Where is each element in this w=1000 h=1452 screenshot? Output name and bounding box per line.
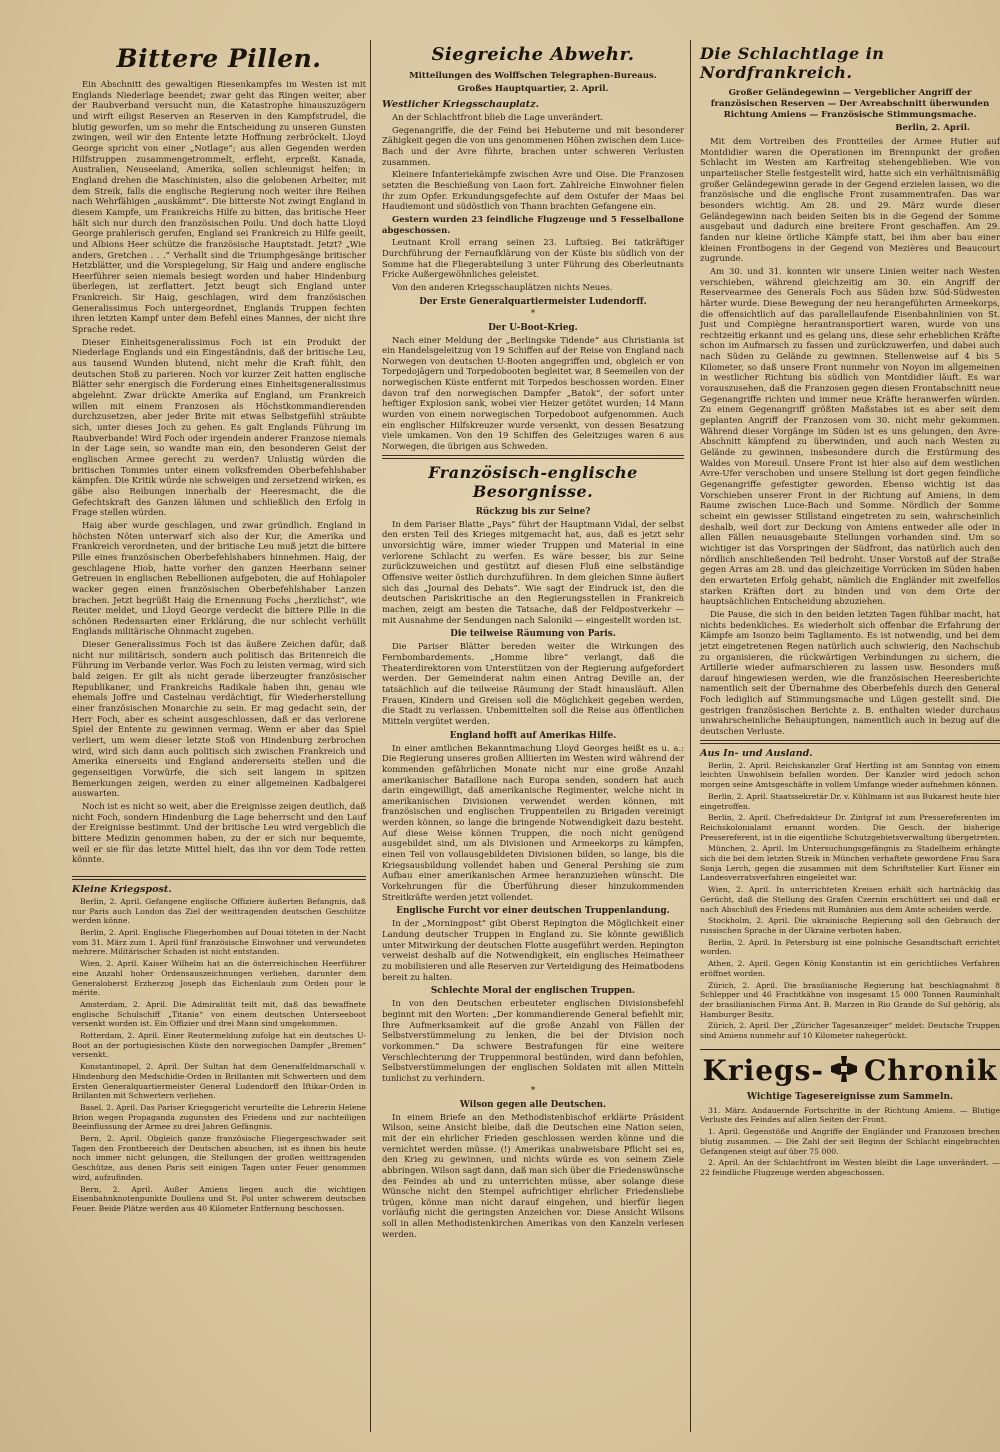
article-paragraph: Mit dem Vortreiben des Frontteiles der Armee Hutier auf Montdidier waren die Operationen im Brennpunkt der großen Schlacht im Westen am Karfreitag stehengeblieben. Wie von unparteiischer Stelle festgestellt wird, hatte sich ein verhältnismäßig großer Geländegewinn gerade in der Gegend erzielen lassen, wo die französische und die englische Front zusammentrafen. Das war besonders wichtig. Am 28. und 29. März wurde dieser Geländegewinn nach beiden Seiten bis in die Gegend der Somme ausgebaut und dadurch eine breitere Front geschaffen. Am 29. fanden nur kleine örtliche Kämpfe statt, bei ihm aber bau einer kleinen Frontbogens in der Gegend von Mezières und Beaucourt zugrunde. bbox=[700, 136, 1000, 264]
article-paragraph: Ein Abschnitt des gewaltigen Riesenkampfes im Westen ist mit Englands Niederlage beendet; zwar geht das Ringen weiter, aber der Raubverband versucht nun, die Katastrophe hinauszuzögern und wirft eiligst Reserven an Reserven in den Kampfstrudel, die blutig geworfen, um so mehr die Entscheidung zu unseren Gunsten zwingen, weil wir den Entente letzte Hoffnung zerbröckelt. Lloyd George spricht von einer „Notlage“; aus allen Gegenden werden Hilfstruppen zusammengetrommelt, erfleht, erpreßt. Kanada, Australien, Neuseeland, Amerika, sollen schleunigst helfen; in England drehen die Maschinisten, also die gelobenen Arbeiter, mit dem Streik, falls die englische Regierung noch weiter ihre Reihen nach Wehrfähigen „auskämmt“. Die bitterste Not zwingt England in diesem Kampfe, um Frankreichs Hilfe zu bitten, das britische Heer hält sich nur durch den französischen Poilu. Und doch hatte Lloyd George prahlerisch gerufen, England sei Frankreich zu Hilfe geeilt, und Albions Heer schütze die französische Hauptstadt. Jetzt? „Wie anders, Gretchen . . .“ Verhallt sind die Triumphgesänge britischer Hetzblätter, und die Vorspiegelung, Sir Haig und andere englische Heerführer seien niemals besiegt worden und haber Hindenburg überlegen, ist zerflattert. Jetzt beugt sich England unter Frankreich. Sir Haig, geschlagen, wird dem französischen Generalissimus Foch untergeordnet, Englands Truppen fechten ihren letzten Kampf unter dem Befehl eines Mannes, der nicht ihre Sprache redet. bbox=[72, 79, 366, 335]
article-paragraph: Am 30. und 31. konnten wir unsere Linien weiter nach Westen verschieben, während gleichzeitig am 30. ein Angriff der Reservearmee des Generals Foch aus Süden bzw. Süd-Südwesten härter wurde. Diese Bewegung der neu herangeführten Armeekorps, die offensichtlich auf das parallellaufende Eisenbahnlinien von St. Just und Compiègne herantransportiert waren, wurde von uns rechtzeitig erkannt und es gelang uns, diese sehr erheblichen Kräfte schon im Aufmarsch zu fassen und zurückzuwerfen, und dabei auch nach Süden zu Gelände zu gewinnen. Stellenweise auf 4 bis 5 Kilometer, so daß unsere Front nunmehr von Noyon im allgemeinen in westlicher Richtung bis südlich von Montdidier läuft. Es war vorauszusehen, daß die Franzosen gegen diesen Frontabschnitt neue Gegenangriffe richten und immer neue Kräfte heranwerfen würden. Zu einem Gegenangriff größten Maßstabes ist es aber seit dem geplanten Angriff der Franzosen vom 30. nicht mehr gekommen. Während dieser Vorgänge im Süden ist es uns gelungen, den Avre-Abschnitt kämpfend zu überwinden, und auch nach Westen zu Gelände zu gewinnen, insbesondere durch die Erstürmung des Waldes von Moreuil. Unsere Front ist hier also auf dem westlichen Avre-Ufer verschoben und unsere Stellung ist dort gegen feindliche Gegenangriffe gefestigter geworden. Ebenso wichtig ist das Vorschieben unserer Front in der Richtung auf Amiens, in dem Raume zwischen Luce-Bach und Somme. Nördlich der Somme scheint ein gewisser Stillstand eingetreten zu sein, wahrscheinlich deshalb, weil dort zur Deckung von Amiens entweder alle oder in allen Fällen neuausgebaute Stellungen vorhanden sind. Um so wichtiger ist das Vorspringen der Südfront, das natürlich auch den nördlich anschließenden Teil bedroht. Unser Vorstoß auf der Straße gegen Arras am 28. und das gleichzeitige Vorrücken im Süden haben den erwarteten Erfolg gehabt, nämlich die Engländer mit zweifellos starken Kräften dort zu binden und von dem Orte der hauptsächlichen Entscheidung abzuziehen. bbox=[700, 265, 1000, 607]
news-item: München, 2. April. Im Untersuchungsgefängnis zu Stadelheim erhängte sich die bei dem letzten Streik in München verhaftete gewordene Frau Sara Sonja Lerch, gegen die zusammen mit dem Schriftsteller Kurt Eisner ein Landesverratsverfahren eingeleitet war. bbox=[700, 844, 1000, 883]
column-rule bbox=[690, 40, 691, 1432]
article-paragraph: In der „Morningpost“ gibt Oberst Repington die Möglichkeit einer Landung deutscher Truppen in England zu. Sie könnte gewißlich unter Mitwirkung der deutschen Flotte ausgeführt werden. Repington verweist deshalb auf die Notwendigkeit, ein englisches Heimatheer zu mobilisieren und alle Reserven zur Verteidigung des Heimatbodens bereit zu halten. bbox=[382, 918, 684, 982]
section-title-moral: Schlechte Moral der englischen Truppen. bbox=[430, 986, 636, 997]
article-paragraph: Kleinere Infanteriekämpfe zwischen Avre und Oise. Die Franzosen setzten die Beschießung von Laon fort. Zahlreiche Einwohner fielen ihr zum Opfer. Erkundungsgefechte auf dem Ostufer der Maas bei Haudiemont und südöstlich von Thann brachten Gefangene ein. bbox=[382, 169, 684, 212]
section-title-aus-in-ausland: Aus In- und Ausland. bbox=[700, 747, 813, 759]
news-item: Stockholm, 2. April. Die ukrainische Regierung soll den Gebrauch der russischen Sprache in der Ukraine verboten haben. bbox=[700, 916, 1000, 935]
article-paragraph: In von den Deutschen erbeuteter englischen Divisionsbefehl beginnt mit den Worten: „Der kommandierende General befiehlt mir, Ihre Aufmerksamkeit auf die große Anzahl von Fällen der Selbstverstümmelung zu lenken, die bei der Division noch vorkommen.“ Da schwere Bestrafungen für eine weitere Verschlechterung der Truppenmoral bestünden, wird dann befohlen, Selbstverstümmelungen der englischen Soldaten mit allen Mitteln tunlichst zu verhindern. bbox=[382, 998, 684, 1083]
chronik-title-part1: Kriegs- bbox=[702, 1053, 825, 1087]
article-paragraph: Noch ist es nicht so weit, aber die Ereignisse zeigen deutlich, daß nicht Foch, sondern Hindenburg die Lage beherrscht und den Lauf der Ereignisse bestimmt. Und der britische Leu wird vergeblich die bittere Medizin genommen haben, zu der er sich nur bequemte, weil er sie für das letzte Mittel hielt, das ihn vor dem Tode retten könnte. bbox=[72, 800, 366, 865]
subheading: Rückzug bis zur Seine? bbox=[475, 506, 591, 517]
headline-bittere-pillen: Bittere Pillen. bbox=[116, 44, 322, 73]
article-paragraph: Die Pause, die sich in den beiden letzten Tagen fühlbar macht, hat nichts bedenkliches. Es wiederholt sich offenbar die Erfahrung der Kämpfe am Isonzo beim Tagliamento. Es ist notwendig, und bei dem jetzt eingetretenen Regen natürlich auch schwierig, den Nachschub zu organisieren, die rückwärtigen Verbindungen zu sichern, die Artillerie wieder aufmarschieren zu lassen usw. Besonders muß darauf hingewiesen werden, wie die französischen Heeresberichte namentlich seit der Übernahme des Oberbefehls durch den General Foch lediglich auf Stimmungsmache und Lügen gestellt sind. Die gestrigen französischen Berichte z. B. enthalten wieder durchaus unwahrscheinliche Behauptungen, namentlich auch in bezug auf die deutschen Verluste. bbox=[700, 608, 1000, 737]
news-item: Berlin, 2. April. Englische Fliegerbomben auf Douai töteten in der Nacht vom 31. März zum 1. April fünf französische Einwohner und verwundeten mehrere. Militärischer Schaden ist nicht entstanden. bbox=[72, 928, 366, 957]
subheading: Mitteilungen des Wolffschen Telegraphen-Bureaus. bbox=[409, 71, 657, 81]
chronik-item: 2. April. An der Schlachtfront im Westen bleibt die Lage unverändert. — 22 feindliche Flugzeuge werden abgeschossen. bbox=[700, 1158, 1000, 1177]
article-paragraph: Nach einer Meldung der „Berlingske Tidende“ aus Christiania ist ein Handelsgeleitzug von 19 Schiffen auf der Reise von England nach Norwegen von deutschen U-Booten angegriffen und, obgleich er von Torpedojägern und Torpedobooten begleitet war, 8 Seemeilen von der norwegischen Küste entfernt mit Torpedos beschossen worden. Einer davon traf den norwegischen Dampfer „Batok“, der sofort unter heftiger Explosion sank, wobei vier Heizer getötet wurden; 14 Mann wurden von einem norwegischen Torpedoboot aufgenommen. Auch ein englischer Hilfskreuzer wurde versenkt, von dessen Besatzung viele umkamen. Von den 19 Schiffen des Geleitzuges waren 6 aus Norwegen, die übrigen aus Schweden. bbox=[382, 334, 684, 452]
dateline: Großes Hauptquartier, 2. April. bbox=[457, 84, 609, 94]
news-item: Wien, 2. April. Kaiser Wilhelm hat an die österreichischen Heerführer eine Anzahl hoher Ordensauszeichnungen verliehen, darunter dem Generaloberst Erzherzog Joseph das Eichenlaub zum Orden pour le mérite. bbox=[72, 959, 366, 998]
subheading: Großer Geländegewinn — Vergeblicher Angriff der französischen Reserven — Der Avreabschnitt überwunden Richtung Amiens — Französische Stimmungsmache. bbox=[710, 88, 990, 120]
column-right bbox=[692, 0, 1000, 1452]
news-item: Athen, 2. April. Gegen König Konstantin ist ein gerichtliches Verfahren eröffnet worden. bbox=[700, 959, 1000, 978]
news-item: Bern, 2. April. Obgleich ganze französische Fliegergeschwader seit Tagen den Frontbereich der Deutschen absuchen, ist es ihnen bis heute noch immer nicht gelungen, die Stellungen der großen weittragenden Geschütze, aus denen Paris seit einigen Tagen unter Feuer genommen wird, aufzufinden. bbox=[72, 1134, 366, 1182]
news-item: Bern, 2. April. Außer Amiens liegen auch die wichtigen Eisenbahnknotenpunkte Doullens und St. Pol unter schwerem deutschen Feuer. Beide Plätze werden aus 40 Kilometer Entfernung beschossen. bbox=[72, 1184, 366, 1213]
column-rule bbox=[370, 40, 371, 1432]
section-title-england: England hofft auf Amerikas Hilfe. bbox=[449, 730, 617, 741]
news-item: Basel, 2. April. Das Pariser Kriegsgericht verurteilte die Lehrerin Helene Brion wegen Propaganda zugunsten des Friedens und zur nachteiligen Beeinflussung der Armee zu drei Jahren Gefängnis. bbox=[72, 1102, 366, 1132]
section-title-westlicher: Westlicher Kriegsschauplatz. bbox=[382, 99, 539, 110]
chronik-item: 1. April. Gegenstöße und Angriffe der Engländer und Franzosen brechen blutig zusammen. — Die Zahl der seit Beginn der Schlacht eingebrachten Gefangenen steigt auf über 75 000. bbox=[700, 1127, 1000, 1156]
chronik-title-part2: Chronik bbox=[864, 1053, 998, 1087]
chronik-title bbox=[700, 1054, 1000, 1090]
signature: Der Erste Generalquartiermeister Ludendorff. bbox=[419, 296, 647, 307]
section-divider bbox=[700, 740, 1000, 744]
news-item: Rotterdam, 2. April. Einer Reutermeldung zufolge hat ein deutsches U-Boot an der portugiesischen Küste den norwegischen Dampfer „Bremen“ versenkt. bbox=[72, 1031, 366, 1060]
article-paragraph: Leutnant Kroll errang seinen 23. Luftsieg. Bei tatkräftiger Durchführung der Fernaufklärung von der Küste bis südlich von der Somme hat die Fliegerabteilung 3 unter Führung des Oberleutnants Fricke Außergewöhnliches geleistet. bbox=[382, 237, 684, 280]
article-paragraph: Gestern wurden 23 feindliche Flugzeuge und 5 Fesselballone abgeschossen. bbox=[382, 213, 684, 235]
headline-schlachtlage: Die Schlachtlage in Nordfrankreich. bbox=[700, 44, 885, 82]
article-paragraph: An der Schlachtfront blieb die Lage unverändert. bbox=[392, 112, 604, 122]
kriegs-chronik-box bbox=[700, 1049, 1000, 1178]
section-divider bbox=[382, 455, 684, 459]
section-divider bbox=[72, 876, 366, 880]
article-paragraph: Haig aber wurde geschlagen, und zwar gründlich. England in höchsten Nöten unterwarf sich also der Kur, die Amerika und Frankreich verordneten, und der britische Leu muß jetzt die bittere Pille eines französischen Oberbefehlshabers hinnehmen. Haig, der geschlagene Hiob, hatte vorher den ganzen Heerbann seiner Getreuen in englischen Rebellionen aufgeboten, die auf Hohlapoler wacker gegen einen französischen Oberbefehlshaber Lanzen brachen. Jetzt begrüßt Haig die Ernennung Fochs „herzlichst“, wie Reuter meldet, und Lloyd George verdeckt die bittere Pille in die schönen Redensarten einer Erklärung, die nur schlecht verhüllt Englands militärische Ohnmacht zugeben. bbox=[72, 519, 366, 637]
dateline: Berlin, 2. April. bbox=[895, 123, 970, 133]
section-title-uboot: Der U-Boot-Krieg. bbox=[488, 322, 578, 333]
news-item: Konstantinopel, 2. April. Der Sultan hat dem Generalfeldmarschall v. Hindenburg den Medschidie-Orden in Brillanten mit Schwertern und dem Ersten Generalquartiermeister General Ludendorff den Iftikar-Orden in Brillanten mit Schwertern verliehen. bbox=[72, 1062, 366, 1101]
article-paragraph: In einem Briefe an den Methodistenbischof erklärte Präsident Wilson, seine Ansicht bleibe, daß die Deutschen eine Nation seien, mit der ein ehrlicher Frieden geschlossen werden könne und die vernichtet werden müsse. (!) Amerikas unabweisbare Pflicht sei es, den Krieg zu gewinnen, und nichts würde es von seinem Ziele abbringen. Wilson sagt dann, daß man sich über die Friedenswünsche des Feindes ab und zu unterrichten müsse, aber solange diese Wünsche nicht den Stempel aufrichtiger ehrlicher Friedensliebe trügen, könne man nicht darauf eingehen, und hierfür liegen vorläufig nicht die geringsten Anzeichen vor. Diese Ansicht Wilsons soll in allen Methodistenkirchen Amerikas von den Kanzeln verlesen werden. bbox=[382, 1111, 684, 1239]
section-title-kleine-kriegspost: Kleine Kriegspost. bbox=[72, 883, 172, 895]
news-item: Amsterdam, 2. April. Die Admiralität teilt mit, daß das bewaffnete englische Schulschiff „Titania“ von einem deutschen Unterseeboot versenkt worden ist. Ein Offizier und drei Mann sind umgekommen. bbox=[72, 999, 366, 1029]
section-title-wilson: Wilson gegen alle Deutschen. bbox=[459, 1099, 607, 1110]
news-item: Wien, 2. April. In unterrichteten Kreisen erhält sich hartnäckig das Gerücht, daß die Stellung des Grafen Czernin erschüttert sei und daß er nach Abschluß des Friedens mit Rumänien aus dem Amte scheiden werde. bbox=[700, 885, 1000, 914]
article-paragraph: In dem Pariser Blatte „Pays“ führt der Hauptmann Vidal, der selbst den ersten Teil des Krieges mitgemacht hat, aus, daß es jetzt sehr unvorsichtig wäre, immer wieder Truppen und Material in eine verlorene Schlacht zu werfen. Es wäre besser, bis zur Seine zurückzuweichen und gestützt auf diesen Fluß eine selbständige Offensive weiter östlich durchzuführen. In dem gleichen Sinne äußert sich das „Journal des Debats“. Wie sagt der Eindruck ist, den die deutschen Pariskritische an den Regierungsstellen in Frankreich machen, zeigt am besten die Tatsache, daß der Feldpostverkehr — mit Ausnahme der Sendungen nach Saloniki — eingestellt worden ist. bbox=[382, 518, 684, 625]
star-divider: * bbox=[530, 308, 536, 319]
article-paragraph: Die Pariser Blätter bereden weiter die Wirkungen des Fernbombardements. „Homme libre“ verlangt, daß die Theaterdirektoren vom Unterstützen von der Regierung aufgefordert werden. Der Gemeinderat nahm einen Antrag Deville an, der tatsächlich auf die teilweise Räumung der Stadt hinausläuft. Allen Frauen, Kindern und Greisen soll die Möglichkeit gegeben werden, die Stadt zu verlassen. Unbemittelten soll die Reise aus öffentlichen Mitteln vergütet werden. bbox=[382, 641, 684, 726]
news-item: Berlin, 2. April. Staatssekretär Dr. v. Kühlmann ist aus Bukarest heute hier eingetroffen. bbox=[700, 791, 1000, 811]
chronik-item: 31. März. Andauernde Fortschritte in der Richtung Amiens. — Blutige Verluste des Feindes auf allen Seiten der Front. bbox=[700, 1105, 1000, 1125]
column-left bbox=[60, 0, 370, 1452]
column-middle bbox=[372, 0, 690, 1452]
news-item: Berlin, 2. April. Reichskanzler Graf Hertling ist am Sonntag von einem leichten Unwohlsein befallen worden. Der Kanzler wird jedoch schon morgen seine Amtsgeschäfte in vollem Umfange wieder aufnehmen können. bbox=[700, 760, 1000, 790]
section-title-furcht: Englische Furcht vor einer deutschen Truppenlandung. bbox=[396, 906, 670, 917]
news-item: Berlin, 2. April. Gefangene englische Offiziere äußerten Befangnis, daß nur Paris auch London das Ziel der weittragenden deutschen Geschütze werden könne. bbox=[72, 896, 366, 926]
news-item: Zürich, 2. April. Der „Züricher Tagesanzeiger“ meldet: Deutsche Truppen sind Amiens nunmehr auf 10 Kilometer nahegerückt. bbox=[700, 1021, 1000, 1041]
iron-cross-icon bbox=[830, 1055, 858, 1090]
article-paragraph: Dieser Generalissimus Foch ist das äußere Zeichen dafür, daß nicht nur militärisch, sondern auch politisch das Britenreich die Führung im Verbande verlor. Was Foch zu leisten vermag, wird sich bald zeigen. Er gilt als nicht gerade überzeugter französischer Republikaner, und Frankreichs Radikale haben ihn, genau wie ehemals Joffre und Castelnau verdächtigt, für Wiederherstellung einer französischen Monarchie zu sein. Er mag gedacht sein, der Herr Foch, aber es scheint ausgeschlossen, daß er das verlorene Spiel der Entente zu gewinnen vermag. Wenn er aber das Spiel verliert, um wem dieser letzte Stoß von Hindenburg zerbrochen wird, wird sich dann auch politisch sich zwischen Frankreich und Amerika einerseits und England andererseits stellen und die gegenseitigen Vorwürfe, die sich seit langem in spitzen Bemerkungen zeigen, werden zu einer allgemeinen Kadbalgerei auswarten. bbox=[72, 639, 366, 799]
article-paragraph: Gegenangriffe, die der Feind bei Hebuterne und mit besonderer Zähigkeit gegen die von uns genommenen Höhen zwischen dem Luce-Bach und der Avre führte, brachen unter schweren Verlusten zusammen. bbox=[382, 124, 684, 167]
headline-siegreiche-abwehr: Siegreiche Abwehr. bbox=[431, 44, 635, 65]
news-item: Berlin, 2. April. Chefredakteur Dr. Zintgraf ist zum Pressereferenten im Reichskolonialamt ernannt worden. Die Gesch. der bisherige Pressereferent, ist in die eigentliche Schutzgebietsverwaltung übergetreten. bbox=[700, 813, 1000, 842]
article-paragraph: In einer amtlichen Bekanntmachung Lloyd Georges heißt es u. a.: Die Regierung unseres großen Alliierten im Westen wird während der kommenden gefährlichen Monate nicht nur eine große Anzahl amerikanischer Bataillone nach Europa senden, sondern hat auch darin eingewilligt, daß amerikanische Regimenter, welche nicht in amerikanischen Divisionen verwendet werden können, mit französischen und englischen Truppenteilen zu Brigaden vereinigt werden können, so lange die bringende Notwendigkeit dazu besteht. Auf diese Weise können Truppen, die noch nicht genügend ausgebildet sind, um als Divisionen und Armeekorps zu kämpfen, einen Teil von vollausgebildeten Divisionen bilden, so lange, bis die Kriegsausbildung vollendet haben und General Pershing sie zum Aufbau einer amerikanischen Armee heranzuziehen wünscht. Die Vorkehrungen für die Überführung dieser hinzukommenden Streitkräfte werden jetzt vollendet. bbox=[382, 742, 684, 902]
article-paragraph: Von den anderen Kriegsschauplätzen nichts Neues. bbox=[392, 281, 613, 292]
article-paragraph: Dieser Einheitsgeneralissimus Foch ist ein Produkt der Niederlage Englands und ein Eingeständnis, daß der britische Leu, aus tausend Wunden blutend, nicht mehr die Kraft fühlt, den deutschen Stoß zu parieren. Noch vor kurzer Zeit hatten englische Blätter sehr energisch die Forderung eines Einheitsgeneralissimus abgelehnt. Zwar drückte Amerika auf England, um Frankreich willen mit einem Franzosen als Höchstkommandierenden durchzusetzen, aber jeder Brite mit etwas Selbstgefühl sträubte sich, unter dieses Joch zu gehen. Es galt Englands Führung im Raubverbande! Wird Foch oder irgendein anderer Franzose niemals in der Lage sein, so wandte man ein, den besonderen Geist der englischen Armee gerecht zu werden? Unlustig würden die britischen Tommies unter einem volksfremden Oberbefehlshaber kämpfen. Die Kritik würde nie schweigen und zersetzend wirken, es gäbe also Reibungen innerhalb der Heeresmacht, die die Gefechtskraft des Ganzen lähmen und schließlich den Erfolg in Frage stellen würden. bbox=[72, 336, 366, 518]
news-item: Zürich, 2. April. Die brasilianische Regierung hat beschlagnahmt 8 Schlepper und 46 Frachtkähne von insgesamt 15 000 Tonnen Rauminhalt der brasilianischen Firma Ant. B. Marzen in Rio Grande do Sul gehörig, als Hamburger Besitz. bbox=[700, 980, 1000, 1019]
section-title-paris: Die teilweise Räumung von Paris. bbox=[450, 629, 616, 640]
headline-besorgnisse: Französisch-englische Besorgnisse. bbox=[428, 462, 638, 501]
chronik-subtitle: Wichtige Tagesereignisse zum Sammeln. bbox=[746, 1091, 954, 1102]
star-divider: * bbox=[530, 1085, 536, 1096]
news-item: Berlin, 2. April. In Petersburg ist eine polnische Gesandtschaft errichtet worden. bbox=[700, 937, 1000, 957]
